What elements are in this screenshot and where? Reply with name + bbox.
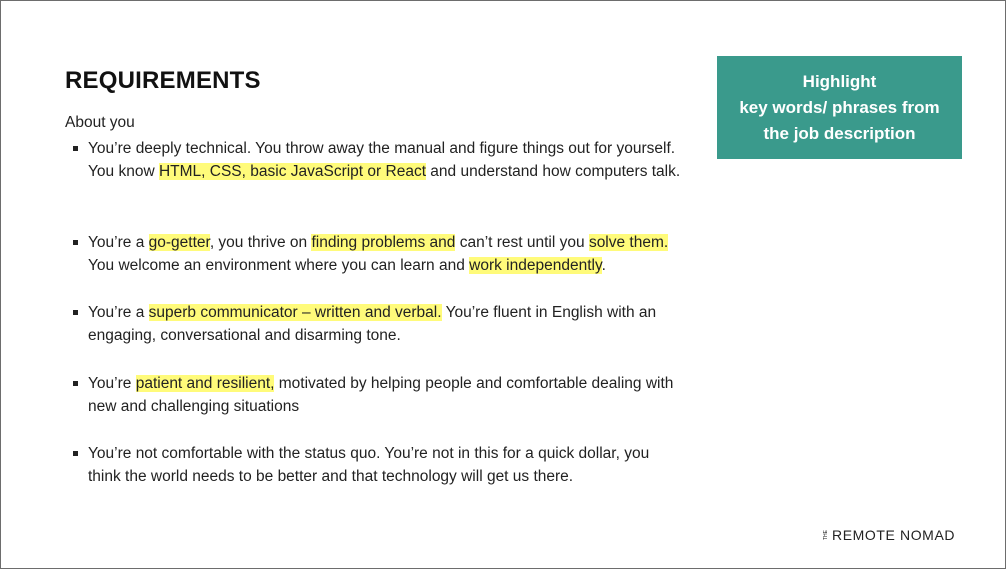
highlighted-phrase: superb communicator – written and verbal. <box>148 304 442 321</box>
highlighted-phrase: go-getter <box>148 234 210 251</box>
text-segment: You’re fluent in English with an engaging, conversational and disarming tone. <box>88 304 657 344</box>
highlighted-phrase: solve them. <box>588 234 669 251</box>
text-segment: motivated by helping people and comfortable dealing with new and challenging situations <box>88 375 674 415</box>
bullet-icon <box>73 146 78 151</box>
text-segment: . <box>601 257 606 274</box>
bullet-text <box>65 301 685 347</box>
highlighted-phrase: work independently <box>469 257 602 274</box>
highlighted-phrase: finding problems and <box>311 234 456 251</box>
text-segment: You’re <box>88 375 136 392</box>
bullet-icon <box>73 240 78 245</box>
text-segment: You’re deeply technical. You throw away the manual and figure things out for yourself. You know <box>88 140 676 180</box>
text-segment: You’re a <box>88 234 149 251</box>
subtitle: About you <box>65 114 135 131</box>
text-segment: can’t rest until you <box>455 234 589 251</box>
highlight-callout-box <box>717 56 962 159</box>
bullet-text <box>65 137 685 183</box>
bullet-item <box>65 137 685 183</box>
highlighted-phrase: patient and resilient, <box>135 375 275 392</box>
text-segment: , you thrive on <box>209 234 312 251</box>
bullet-item <box>65 372 685 418</box>
highlighted-phrase: HTML, CSS, basic JavaScript or React <box>158 163 426 180</box>
text-segment: You’re not comfortable with the status quo. You’re not in this for a quick dollar, you think the world needs to be better and that technology will get us there. <box>88 445 650 485</box>
text-segment: You’re a <box>88 304 149 321</box>
brand-name: REMOTE NOMAD <box>832 527 956 543</box>
text-segment: You welcome an environment where you can learn and <box>88 257 470 274</box>
bullet-text <box>65 372 685 418</box>
bullet-item <box>65 231 685 277</box>
brand-prefix: THE <box>823 530 829 540</box>
bullet-item <box>65 442 685 488</box>
bullet-icon <box>73 381 78 386</box>
bullet-text <box>65 231 685 277</box>
bullet-icon <box>73 451 78 456</box>
callout-line: Highlight <box>802 71 877 91</box>
callout-line: the job description <box>763 123 916 143</box>
page-title: REQUIREMENTS <box>65 67 261 94</box>
bullet-item <box>65 301 685 347</box>
text-segment: and understand how computers talk. <box>426 163 681 180</box>
bullet-icon <box>73 310 78 315</box>
callout-line: key words/ phrases from <box>739 97 940 117</box>
bullet-text <box>65 442 685 488</box>
brand-logo <box>823 527 955 543</box>
